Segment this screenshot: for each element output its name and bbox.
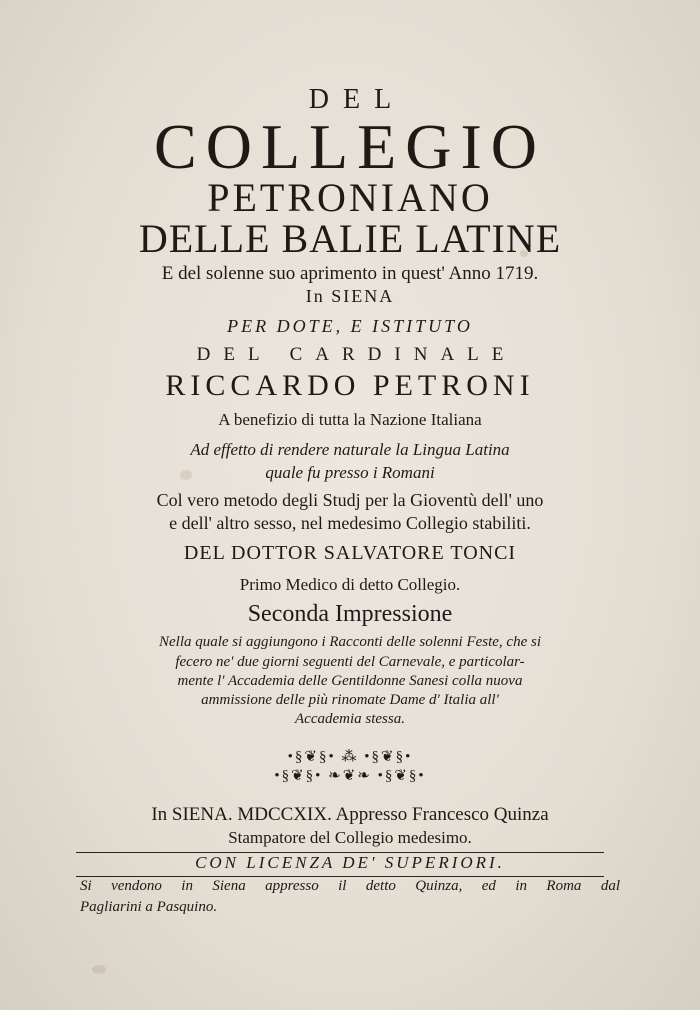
- printers-ornament: [0, 748, 700, 786]
- foxing-spot: [92, 965, 106, 974]
- rule-bottom: [76, 876, 604, 877]
- text-metodo-line2: e dell' altro sesso, nel medesimo Collegio stabiliti.: [169, 513, 531, 533]
- edition-note-line: Nella quale si aggiungono i Racconti delle solenni Feste, che si: [158, 634, 541, 650]
- text-beneficio: A benefizio di tutta la Nazione Italiana: [218, 410, 482, 429]
- title-del: DEL: [308, 84, 406, 115]
- sales-note-line1: Si vendono in Siena appresso il detto Quinza, ed in Roma dal: [80, 878, 620, 894]
- imprint-line2: Stampatore del Collegio medesimo.: [228, 828, 472, 847]
- edition-note-line: ammissione delle più rinomate Dame d' Italia all': [201, 692, 499, 708]
- edition-note-line: mente l' Accademia delle Gentildonne Sanesi colla nuova: [177, 673, 523, 689]
- licenza-line: CON LICENZA DE' SUPERIORI.: [195, 853, 505, 872]
- title-petroniano: PETRONIANO: [207, 175, 493, 220]
- text-ad-effetto: Ad effetto di rendere naturale la Lingua Latina: [190, 440, 510, 459]
- title-collegio: COLLEGIO: [154, 111, 546, 182]
- text-quale-fu: quale fu presso i Romani: [265, 463, 435, 482]
- edition-note-line: fecero ne' due giorni seguenti del Carnevale, e particolar-: [175, 654, 525, 670]
- title-balie-latine: DELLE BALIE LATINE: [138, 216, 562, 261]
- subtitle-in-siena: In SIENA: [305, 286, 395, 306]
- text-metodo-line1: Col vero metodo degli Studj per la Gioventù dell' uno: [156, 490, 544, 510]
- ornament-row-top: •§❦§• ⁂ •§❦§•: [287, 749, 413, 765]
- subtitle-del-cardinale: DEL CARDINALE: [196, 344, 517, 365]
- subtitle-solenne: E del solenne suo aprimento in quest' Anno 1719.: [161, 263, 539, 284]
- name-riccardo-petroni: RICCARDO PETRONI: [165, 369, 535, 402]
- ornament-row-bottom: •§❦§• ❧❦❧ •§❦§•: [274, 768, 426, 784]
- edition-heading: Seconda Impressione: [247, 601, 453, 627]
- sales-note-line2: Pagliarini a Pasquino.: [80, 899, 218, 915]
- author-line: DEL DOTTOR SALVATORE TONCI: [183, 542, 517, 564]
- edition-note-line: Accademia stessa.: [295, 711, 405, 727]
- imprint-line1: In SIENA. MDCCXIX. Appresso Francesco Quinza: [151, 804, 549, 825]
- subtitle-per-dote: PER DOTE, E ISTITUTO: [227, 316, 473, 336]
- author-title: Primo Medico di detto Collegio.: [239, 575, 461, 594]
